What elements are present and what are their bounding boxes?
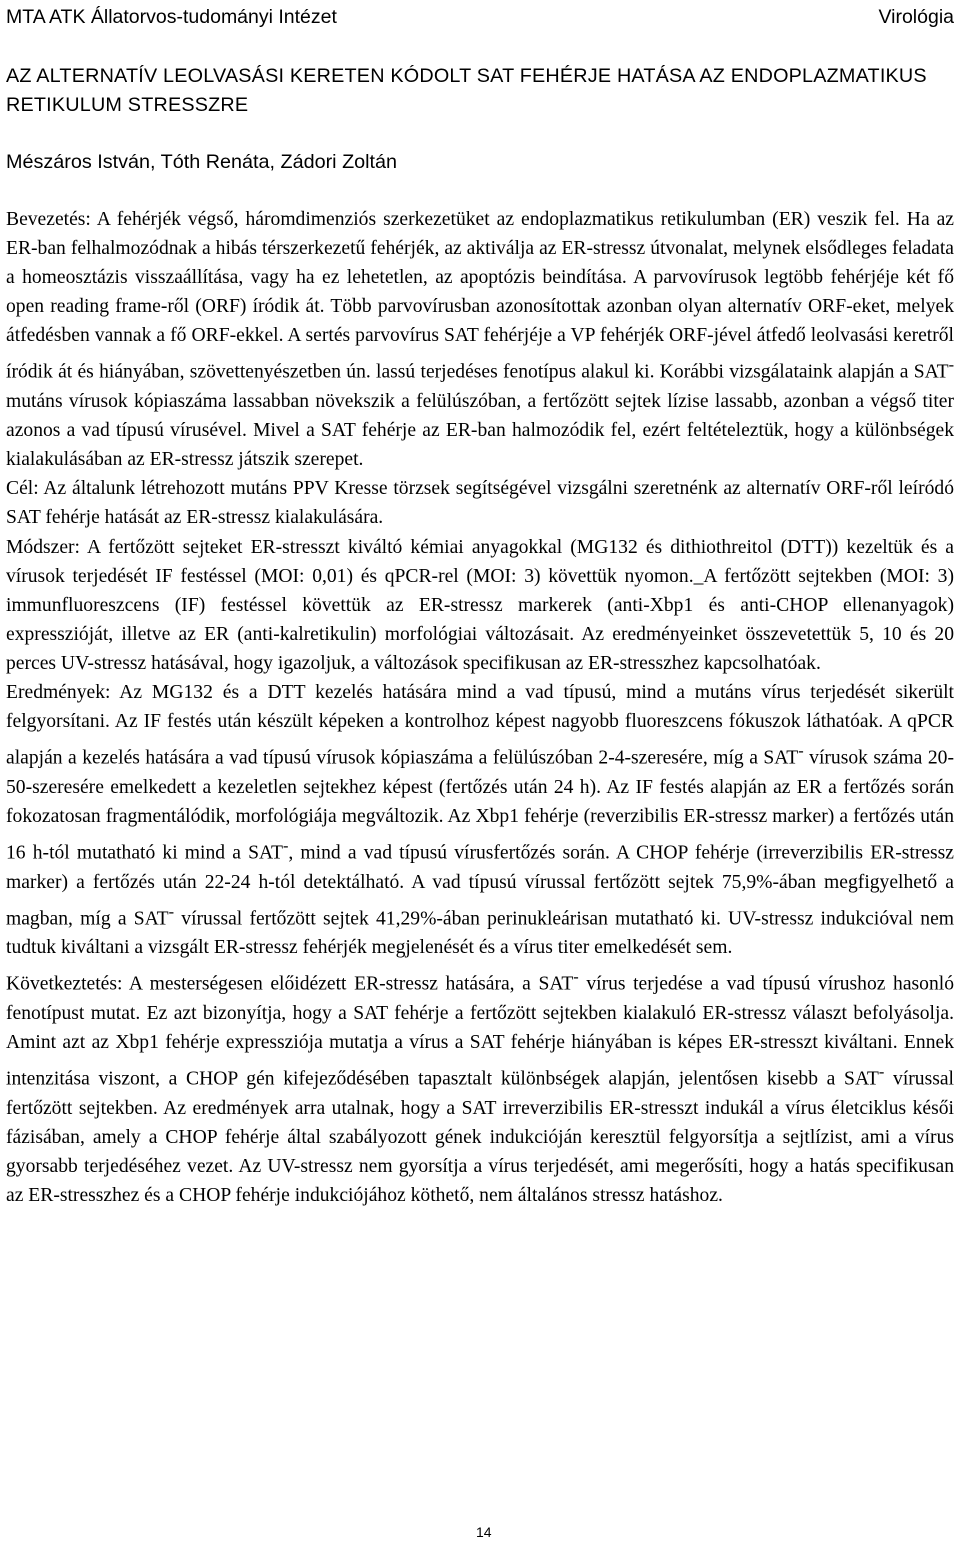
results-text-4: vírussal fertőzött sejtek 41,29%-ában perinukleárisan mutatható ki. UV-stressz indukcióval nem tudtuk kiváltani a vizsgált ER-stressz fehérjék megjelenését és a vírus titer emelkedését sem. bbox=[6, 908, 955, 959]
results-text-3: , mind a vad típusú vírusfertőzés során. A CHOP fehérje (irreverzibilis ER-stressz marker) a fertőzés után 22-24 h-tól detektálható. A vad típusú vírussal fertőzött sejtek 75,9%-ában megfigyelhető a magban, míg a SAT bbox=[6, 842, 954, 930]
page-number: 14 bbox=[476, 1524, 492, 1540]
superscript-minus: - bbox=[948, 355, 954, 375]
paragraph-goal: Cél: Az általunk létrehozott mutáns PPV Kresse törzsek segítségével vizsgálni szeretnénk az alternatív ORF-ről leíródó SAT fehérje hatását az ER-stressz kialakulására. bbox=[6, 478, 954, 529]
authors: Mészáros István, Tóth Renáta, Zádori Zoltán bbox=[6, 151, 398, 173]
conclusion-text-3: vírussal fertőzött sejtekben. Az eredmények arra utalnak, hogy a SAT irreverzibilis ER-stresszt indukál a vírus életciklus késői fázisában, amely a CHOP fehérje által szabályozott gének indukcióján keresztül felgyorsítja a sejtlízist, ami a vírus gyorsabb terjedéséhez vezet. Az UV-stressz nem gyorsítja a vírus terjedését, ami megerősíti, hogy a hatás specifikusan az ER-stresszhez és a CHOP fehérje indukciójához köthető, nem általános stressz hatáshoz. bbox=[6, 1068, 954, 1207]
institute-name: MTA ATK Állatorvos-tudományi Intézet bbox=[6, 6, 337, 28]
intro-sentence-1: Bevezetés: A fehérjék végső, háromdimenziós szerkezetüket az endoplazmatikus retikulumban (ER) veszik fel. bbox=[6, 209, 900, 230]
paragraph-method: Módszer: A fertőzött sejteket ER-stresszt kiváltó kémiai anyagokkal (MG132 és dithiothreitol (DTT)) kezeltük és a vírusok terjedését IF festéssel (MOI: 0,01) és qPCR-rel (MOI: 3) követtük nyomon._A fertőzött sejtekben (MOI: 3) immunfluoreszcens (IF) festéssel követtük az ER-stressz markerek (anti-Xbp1 és anti-CHOP ellenanyagok) expresszióját, illetve az ER (anti-kalretikulin) morfológiai változásait. Az eredményeinket összevetettük 5, 10 és 20 perces UV-stressz hatásával, hogy igazoljuk, a változások specifikusan az ER-stresszhez kapcsolhatóak. bbox=[6, 536, 954, 674]
intro-text: Ha az ER-ban felhalmozódnak a hibás térszerkezetű fehérjék, az aktiválja az ER-stressz útvonalat, melynek elsődleges feladata a homeosztázis visszaállítása, vagy ha ez lehetetlen, az apoptózis beindítása. A parvovírusok legtöbb fehérjéje két fő open reading frame-ről (ORF) íródik át. Több parvovírusban azonosítottak azonban olyan alternatív ORF-eket, melyek átfedésben vannak a fő ORF-ekkel. A sertés parvovírus SAT fehérjéje a VP fehérjék ORF-jével átfedő leolvasási keretről íródik át és hiányában, szövettenyészetben ún. lassú terjedéses fenotípus alakul ki. bbox=[6, 209, 955, 383]
results-text-1: Eredmények: Az MG132 és a DTT kezelés hatására mind a vad típusú, mind a mutáns vírus terjedését sikerült felgyorsítani. Az IF festés után készült képeken a kontrolhoz képest nagyobb fluoreszcens fókuszok láthatóak. A qPCR alapján a kezelés hatására a vad típusú vírusok kópiaszáma a felülúszóban 2-4-szeresére, míg a SAT bbox=[6, 682, 954, 769]
superscript-minus: - bbox=[573, 967, 579, 987]
paragraph-conclusion bbox=[6, 962, 954, 1210]
section-name: Virológia bbox=[878, 6, 954, 28]
results-text-2: vírusok száma 20-50-szeresére emelkedett a kezeletlen sejtekhez képest (fertőzés után 24 h). Az IF festés alapján az ER a fertőzés során fokozatosan fragmentálódik, morfológiája megváltozik. Az Xbp1 fehérje (reverzibilis ER-stressz marker) a fertőzés után 16 h-tól mutatható ki mind a SAT bbox=[6, 747, 954, 864]
superscript-minus: - bbox=[798, 741, 804, 761]
abstract-body bbox=[6, 205, 954, 1210]
intro-text-2: Korábbi vizsgálataink alapján a SAT bbox=[654, 362, 949, 383]
superscript-minus: - bbox=[878, 1062, 885, 1082]
conclusion-text-1: Következtetés: A mesterségesen előidézett ER-stressz hatására, a SAT bbox=[6, 974, 574, 995]
conclusion-text-2: vírus terjedése a vad típusú vírushoz hasonló fenotípust mutat. Ez azt bizonyítja, hogy a SAT fehérje a fertőzött sejtekben kialakuló ER-stressz választ befolyásolja. Amint azt az Xbp1 fehérje expressziója mutatja a vírus a SAT fehérje hiányában is képes ER-stresszt kiváltani. Ennek intenzitása viszont, a CHOP gén kifejeződésében tapasztalt különbségek alapján, jelentősen kisebb a SAT bbox=[6, 974, 955, 1090]
page-header bbox=[6, 6, 954, 36]
intro-text-3: mutáns vírusok kópiaszáma lassabban növekszik a felülúszóban, a fertőzött sejtek lízise lassabb, azonban a végső titer azonos a vad típusú vírusével. Mivel a SAT fehérje az ER-ban halmozódik fel, ezért feltételeztük, hogy a különbségek kialakulásában az ER-stressz játszik szerepet. bbox=[6, 391, 954, 471]
superscript-minus: - bbox=[168, 901, 175, 921]
paragraph-results bbox=[6, 678, 954, 962]
superscript-minus: - bbox=[282, 836, 289, 856]
article-title: AZ ALTERNATÍV LEOLVASÁSI KERETEN KÓDOLT SAT FEHÉRJE HATÁSA AZ ENDOPLAZMATIKUS RETIKULUM STRESSZRE bbox=[6, 65, 927, 116]
paragraph-introduction bbox=[6, 205, 954, 474]
